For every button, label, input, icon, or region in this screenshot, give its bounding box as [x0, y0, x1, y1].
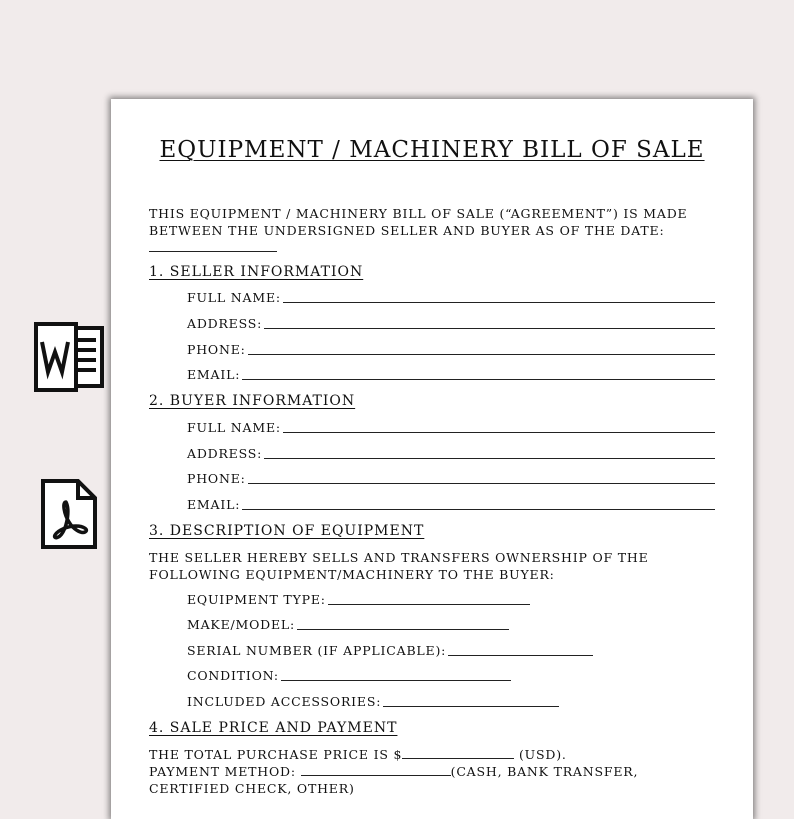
make-model-field[interactable]: [187, 615, 509, 633]
condition-field[interactable]: [187, 666, 511, 684]
document-page: [111, 99, 753, 819]
field-label: SERIAL NUMBER (IF APPLICABLE):: [187, 643, 447, 658]
equipment-type-field[interactable]: [187, 590, 530, 608]
intro-paragraph: [149, 205, 717, 256]
section-heading-equipment: 3. DESCRIPTION OF EQUIPMENT: [149, 523, 425, 539]
payment-method-line: [149, 763, 717, 797]
included-accessories-field[interactable]: [187, 692, 559, 710]
payment-method-options: (CASH, BANK TRANSFER, CERTIFIED CHECK, OTHER): [149, 764, 639, 796]
field-label: CONDITION:: [187, 668, 279, 683]
word-document-icon: [34, 322, 106, 394]
price-field[interactable]: [402, 747, 514, 759]
serial-number-field[interactable]: [187, 641, 593, 659]
buyer-phone-field[interactable]: [187, 469, 715, 487]
field-label: ADDRESS:: [187, 316, 263, 331]
field-label: EMAIL:: [187, 497, 241, 512]
date-field[interactable]: [149, 240, 277, 252]
field-label: FULL NAME:: [187, 420, 281, 435]
section-heading-payment: 4. SALE PRICE AND PAYMENT: [149, 720, 398, 736]
equipment-intro: THE SELLER HEREBY SELLS AND TRANSFERS OWNERSHIP OF THE FOLLOWING EQUIPMENT/MACHINERY TO THE BUYER:: [149, 550, 649, 582]
payment-method-label: PAYMENT METHOD:: [149, 764, 296, 779]
buyer-email-field[interactable]: [187, 495, 715, 513]
price-line: [149, 746, 717, 763]
field-label: ADDRESS:: [187, 446, 263, 461]
buyer-full-name-field[interactable]: [187, 418, 715, 436]
seller-address-field[interactable]: [187, 314, 715, 332]
intro-date-label: DATE:: [620, 223, 665, 238]
field-label: INCLUDED ACCESSORIES:: [187, 694, 382, 709]
field-label: EMAIL:: [187, 367, 241, 382]
seller-email-field[interactable]: [187, 365, 715, 383]
seller-full-name-field[interactable]: [187, 288, 715, 306]
seller-phone-field[interactable]: [187, 340, 715, 358]
field-label: PHONE:: [187, 471, 246, 486]
payment-method-field[interactable]: [301, 764, 451, 776]
field-label: PHONE:: [187, 342, 246, 357]
field-label: MAKE/MODEL:: [187, 617, 296, 632]
buyer-address-field[interactable]: [187, 444, 715, 462]
field-label: FULL NAME:: [187, 290, 281, 305]
document-title: EQUIPMENT / MACHINERY BILL OF SALE: [159, 137, 705, 163]
section-heading-seller: 1. SELLER INFORMATION: [149, 264, 364, 280]
pdf-document-icon: [40, 478, 98, 550]
intro-text: THIS EQUIPMENT / MACHINERY BILL OF SALE (“AGREEMENT”) IS MADE BETWEEN THE UNDERSIGNED SELLER AND BUYER AS OF THE: [149, 206, 688, 238]
price-suffix: (USD).: [519, 747, 567, 762]
section-heading-buyer: 2. BUYER INFORMATION: [149, 393, 356, 409]
price-prefix: THE TOTAL PURCHASE PRICE IS $: [149, 747, 403, 762]
field-label: EQUIPMENT TYPE:: [187, 592, 326, 607]
